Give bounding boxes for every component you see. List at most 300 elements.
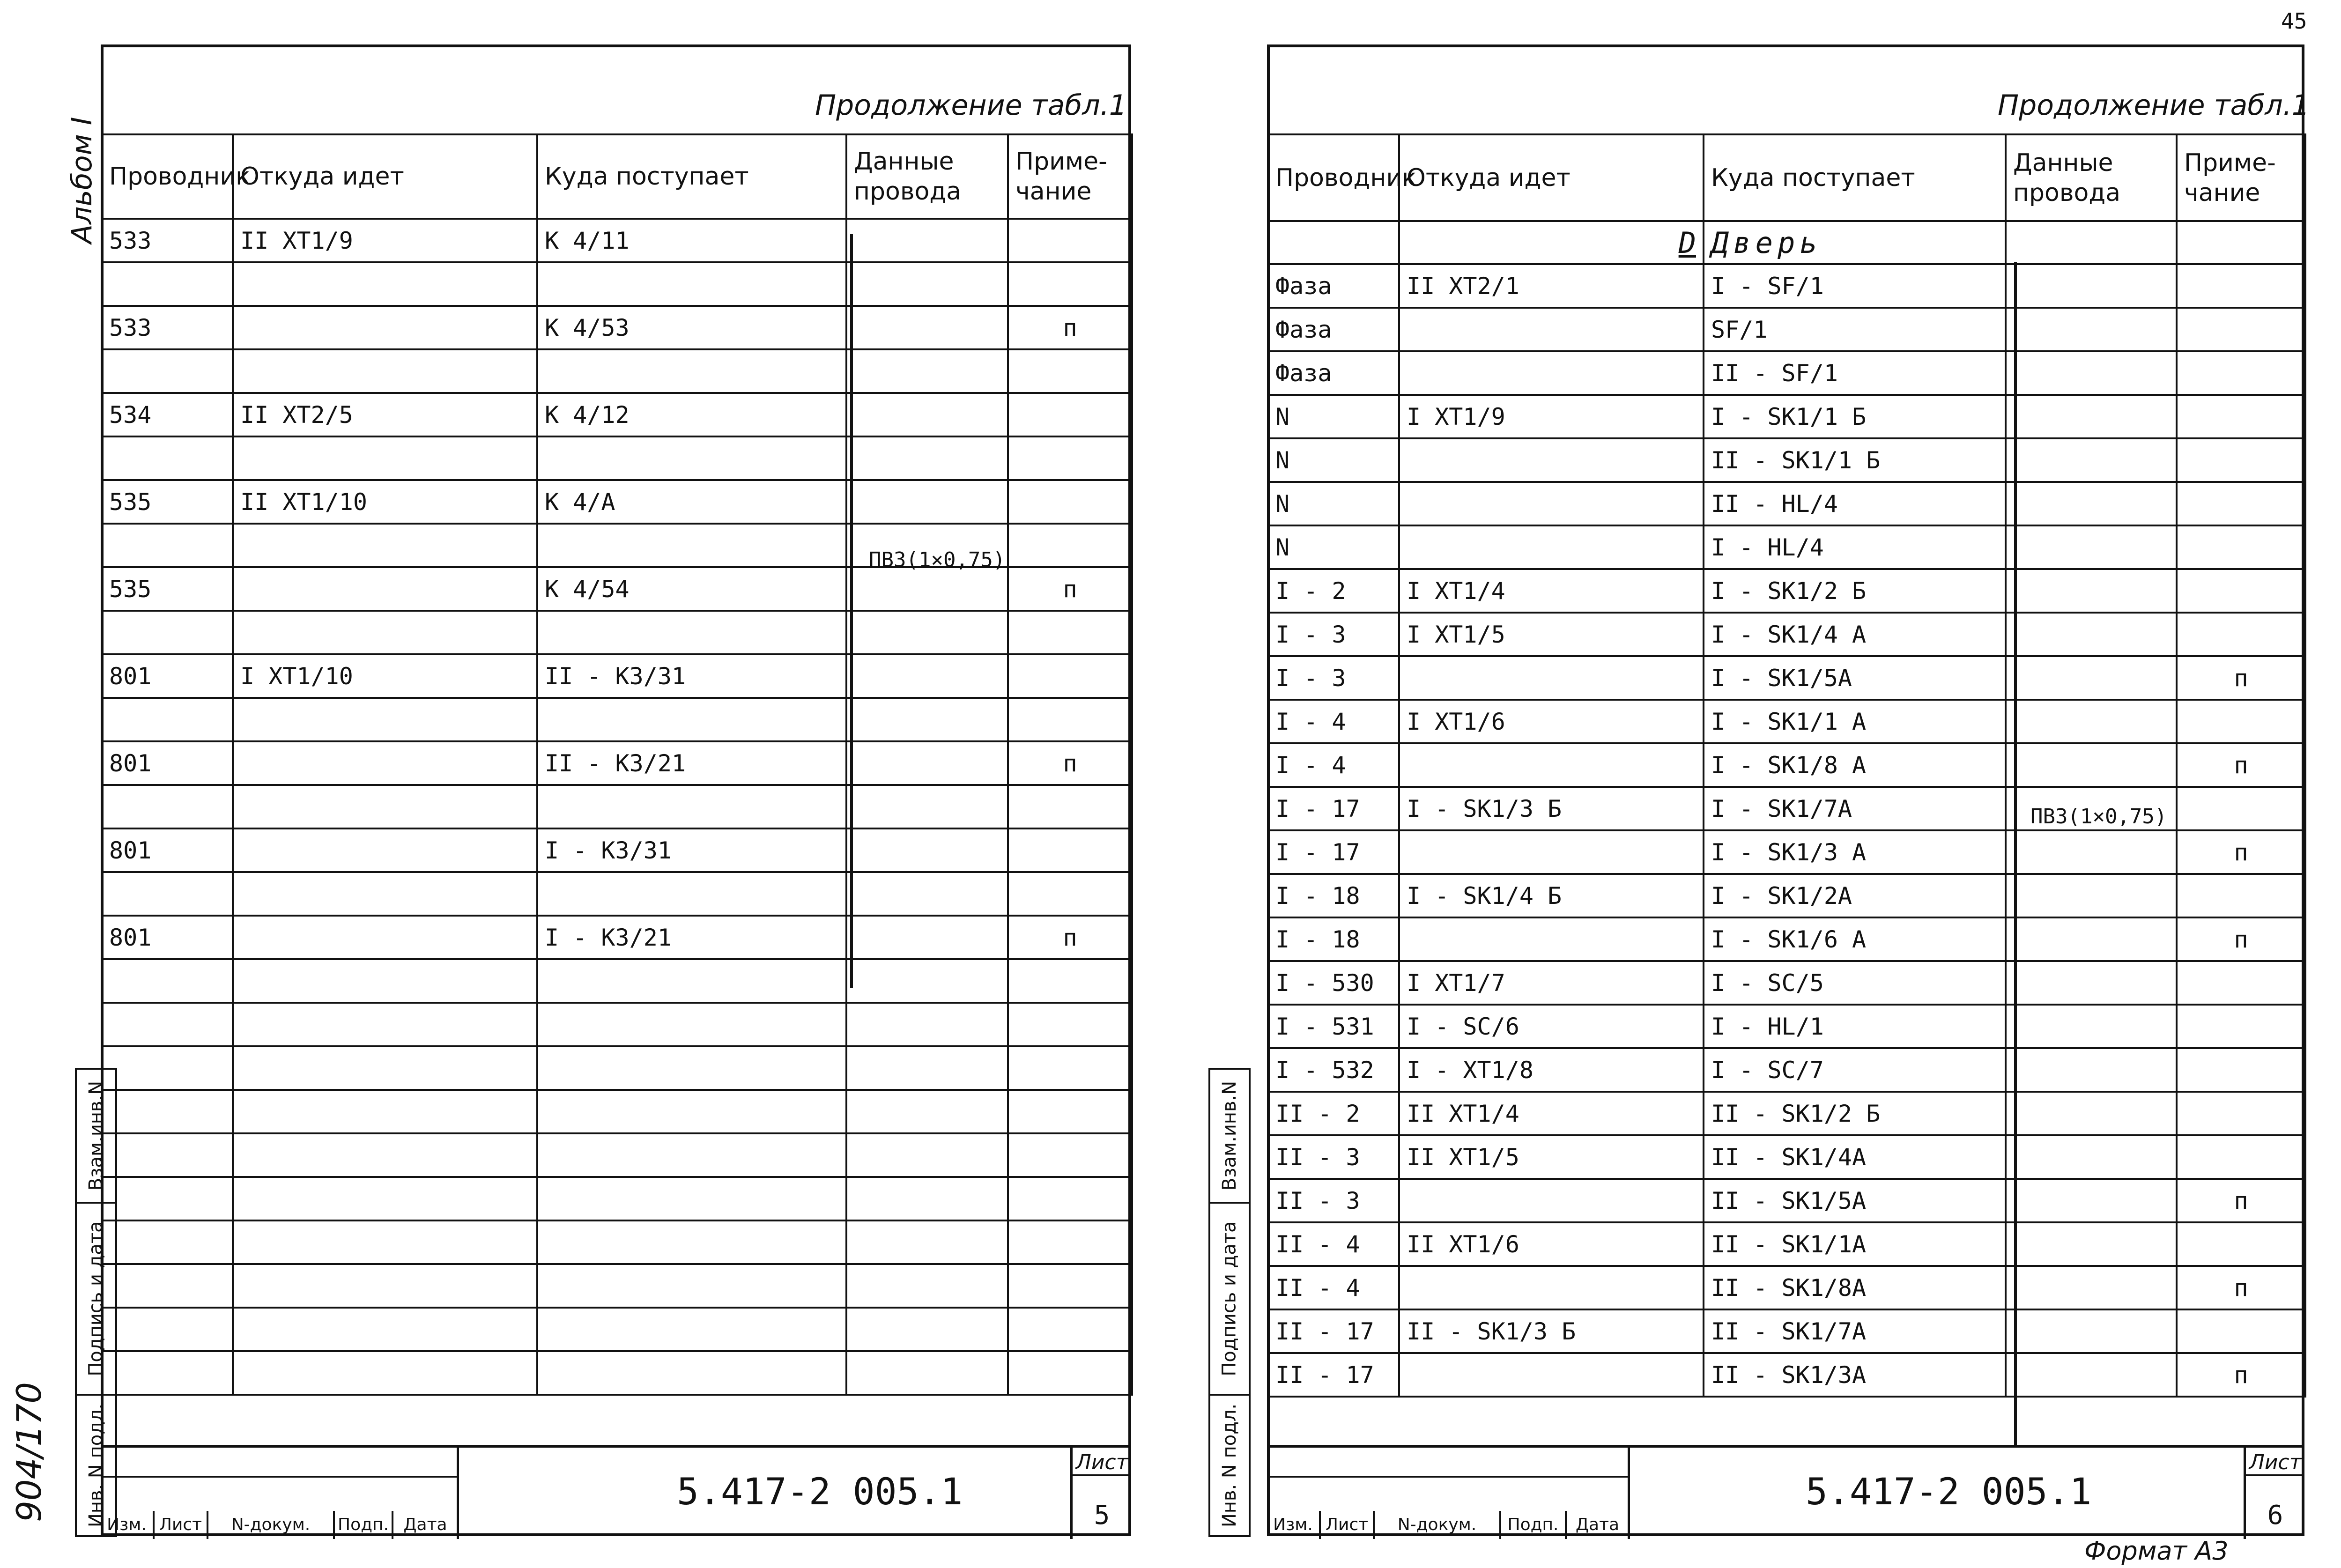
left-title-block	[101, 1445, 1131, 1539]
from-cell: I XT1/4	[1399, 569, 1704, 613]
conductor-cell	[102, 1351, 233, 1395]
wire-data-cell	[2006, 525, 2177, 569]
tb-col-date: Дата	[393, 1511, 459, 1539]
note-cell	[2177, 1309, 2305, 1353]
table-row	[102, 306, 1132, 349]
note-cell	[2177, 613, 2305, 656]
table-row	[1268, 1309, 2305, 1353]
from-cell: II XT2/1	[1399, 264, 1704, 308]
note-cell	[2177, 264, 2305, 308]
conductor-cell: 801	[102, 741, 233, 785]
wire-data-cell	[2006, 613, 2177, 656]
left-doc-code: 5.417-2 005.1	[677, 1471, 963, 1513]
wire-data-cell	[846, 654, 1008, 698]
to-cell: II - HL/4	[1704, 482, 2006, 525]
to-cell	[537, 959, 846, 1003]
conductor-cell: II - 2	[1268, 1092, 1399, 1135]
left-wire-brace	[850, 234, 853, 988]
from-cell	[233, 1264, 537, 1308]
wire-data-cell	[2006, 351, 2177, 395]
right-doc-code: 5.417-2 005.1	[1806, 1471, 2092, 1513]
from-cell	[233, 785, 537, 828]
right-wire-brace	[2014, 262, 2017, 1447]
to-cell: К 4/53	[537, 306, 846, 349]
from-cell: II XT1/4	[1399, 1092, 1704, 1135]
note-cell	[1008, 872, 1132, 916]
col-header-from: Откуда идет	[1399, 134, 1704, 221]
table-row	[102, 872, 1132, 916]
col-header-wire-data: Данные провода	[846, 134, 1008, 219]
to-cell: II - SK1/1 Б	[1704, 438, 2006, 482]
table-row	[1268, 1048, 2305, 1092]
wire-data-cell	[846, 1003, 1008, 1046]
to-cell: II - SK1/4А	[1704, 1135, 2006, 1179]
col-header-to: Куда поступает	[1704, 134, 2006, 221]
wire-data-cell	[2006, 1222, 2177, 1266]
conductor-cell: 801	[102, 916, 233, 959]
table-row	[102, 1308, 1132, 1351]
to-cell: I - SK1/1 Б	[1704, 395, 2006, 438]
table-row	[1268, 264, 2305, 308]
note-cell	[1008, 524, 1132, 567]
to-cell: II - SK1/8А	[1704, 1266, 2006, 1309]
to-cell: I - К3/21	[537, 916, 846, 959]
from-cell: I XT1/6	[1399, 700, 1704, 743]
to-cell: К 4/А	[537, 480, 846, 524]
table-row	[102, 1220, 1132, 1264]
from-cell	[233, 741, 537, 785]
from-cell	[233, 1177, 537, 1220]
note-cell	[2177, 1005, 2305, 1048]
conductor-cell: 535	[102, 480, 233, 524]
to-cell: II - SF/1	[1704, 351, 2006, 395]
conductor-cell	[102, 1133, 233, 1177]
table-row	[1268, 438, 2305, 482]
table-row	[1268, 1005, 2305, 1048]
conductor-cell	[102, 872, 233, 916]
table-row	[1268, 917, 2305, 961]
tb-col-change: Изм.	[1267, 1511, 1321, 1539]
table-row	[102, 1046, 1132, 1090]
table-row	[102, 349, 1132, 393]
table-row	[102, 1003, 1132, 1046]
conductor-cell	[102, 1177, 233, 1220]
note-cell: п	[1008, 306, 1132, 349]
conductor-cell: 801	[102, 654, 233, 698]
note-cell	[2177, 1048, 2305, 1092]
to-cell: К 4/12	[537, 393, 846, 436]
from-cell	[233, 698, 537, 741]
conductor-cell: Фаза	[1268, 264, 1399, 308]
note-cell	[2177, 874, 2305, 917]
conductor-cell: 534	[102, 393, 233, 436]
to-cell: К 4/54	[537, 567, 846, 611]
to-cell: SF/1	[1704, 308, 2006, 351]
to-cell: II - SK1/5А	[1704, 1179, 2006, 1222]
to-cell: II - SK1/7А	[1704, 1309, 2006, 1353]
table-row	[1268, 1092, 2305, 1135]
note-cell: п	[2177, 1266, 2305, 1309]
side-stamp-signature-date: Подпись и дата	[1208, 1202, 1251, 1396]
from-cell	[1399, 743, 1704, 787]
note-cell	[2177, 482, 2305, 525]
from-cell	[233, 959, 537, 1003]
table-row	[1268, 525, 2305, 569]
album-label: Альбом I	[66, 117, 98, 244]
note-cell	[1008, 1090, 1132, 1133]
to-cell: I - SF/1	[1704, 264, 2006, 308]
from-cell	[1399, 1353, 1704, 1397]
to-cell	[537, 1351, 846, 1395]
from-cell: I - SC/6	[1399, 1005, 1704, 1048]
wire-data-cell	[2006, 961, 2177, 1005]
to-cell: I - SK1/5А	[1704, 656, 2006, 700]
col-header-from: Откуда идет	[233, 134, 537, 219]
to-cell: I - HL/4	[1704, 525, 2006, 569]
table-row	[102, 741, 1132, 785]
right-sheet-box: Лист 6	[2244, 1448, 2304, 1539]
wire-data-cell	[2006, 1005, 2177, 1048]
side-stamp-original-inv: Инв. N подл.	[75, 1394, 117, 1537]
from-cell: II XT2/5	[233, 393, 537, 436]
from-cell	[1399, 438, 1704, 482]
col-header-to: Куда поступает	[537, 134, 846, 219]
right-continuation-title: Продолжение табл.1	[1998, 89, 2310, 122]
from-cell: I XT1/7	[1399, 961, 1704, 1005]
from-cell	[1399, 308, 1704, 351]
to-cell: I - SK1/3 А	[1704, 830, 2006, 874]
conductor-cell	[102, 1220, 233, 1264]
conductor-cell	[102, 611, 233, 654]
to-cell: I - SC/5	[1704, 961, 2006, 1005]
from-cell	[1399, 1266, 1704, 1309]
wire-data-cell	[2006, 656, 2177, 700]
from-cell	[233, 1351, 537, 1395]
from-cell	[233, 262, 537, 306]
wire-data-cell	[2006, 1048, 2177, 1092]
conductor-cell	[102, 1003, 233, 1046]
table-row	[102, 567, 1132, 611]
conductor-cell	[102, 1264, 233, 1308]
conductor-cell	[102, 1090, 233, 1133]
note-cell	[1008, 1003, 1132, 1046]
wire-data-cell	[846, 567, 1008, 611]
conductor-cell: N	[1268, 525, 1399, 569]
note-cell	[1008, 785, 1132, 828]
note-cell	[1008, 959, 1132, 1003]
table-row	[1268, 1179, 2305, 1222]
to-cell: I - SK1/4 А	[1704, 613, 2006, 656]
from-cell	[233, 1133, 537, 1177]
wire-data-cell	[846, 1090, 1008, 1133]
right-title-block	[1267, 1445, 2304, 1539]
tb-col-sheet: Лист	[1321, 1511, 1375, 1539]
conductor-cell: 801	[102, 828, 233, 872]
right-wire-table	[1267, 133, 2306, 1398]
to-cell: II - К3/31	[537, 654, 846, 698]
wire-data-cell	[846, 611, 1008, 654]
right-wire-data: ПВЗ(1×0,75)	[2030, 805, 2167, 828]
col-header-conductor: Проводник	[102, 134, 233, 219]
note-cell	[1008, 436, 1132, 480]
note-cell	[1008, 828, 1132, 872]
note-cell	[1008, 349, 1132, 393]
wire-data-cell	[846, 1220, 1008, 1264]
wire-data-cell	[2006, 1179, 2177, 1222]
from-cell	[233, 872, 537, 916]
conductor-cell: 535	[102, 567, 233, 611]
table-row	[102, 654, 1132, 698]
to-cell	[537, 1308, 846, 1351]
table-row	[102, 480, 1132, 524]
table-row	[1268, 961, 2305, 1005]
wire-data-cell	[2006, 743, 2177, 787]
from-cell: I - SK1/3 Б	[1399, 787, 1704, 830]
table-row	[1268, 482, 2305, 525]
from-cell	[233, 349, 537, 393]
wire-data-cell	[2006, 1353, 2177, 1397]
side-stamp-original-inv: Инв. N подл.	[1208, 1394, 1251, 1537]
to-cell	[537, 1220, 846, 1264]
from-cell	[233, 306, 537, 349]
note-cell	[2177, 787, 2305, 830]
table-row	[1268, 569, 2305, 613]
left-sheet-number: 5	[1094, 1500, 1110, 1531]
table-row	[1268, 613, 2305, 656]
col-header-note: Приме-чание	[2177, 134, 2305, 221]
conductor-cell: I - 3	[1268, 656, 1399, 700]
to-cell	[537, 436, 846, 480]
table-row	[1268, 395, 2305, 438]
conductor-cell: 533	[102, 219, 233, 262]
section-title-letter: D	[1399, 221, 1704, 264]
from-cell	[1399, 656, 1704, 700]
conductor-cell: I - 2	[1268, 569, 1399, 613]
wire-data-cell	[2006, 830, 2177, 874]
conductor-cell	[102, 1046, 233, 1090]
from-cell: I - XT1/8	[1399, 1048, 1704, 1092]
to-cell	[537, 262, 846, 306]
from-cell: II XT1/10	[233, 480, 537, 524]
format-label: Формат А3	[2084, 1536, 2229, 1566]
from-cell	[233, 1090, 537, 1133]
conductor-cell: I - 17	[1268, 787, 1399, 830]
to-cell: I - SK1/2 Б	[1704, 569, 2006, 613]
conductor-cell: I - 532	[1268, 1048, 1399, 1092]
conductor-cell	[102, 524, 233, 567]
conductor-cell: 533	[102, 306, 233, 349]
wire-data-cell	[846, 262, 1008, 306]
table-row	[1268, 874, 2305, 917]
table-row	[102, 1177, 1132, 1220]
tb-col-date: Дата	[1567, 1511, 1630, 1539]
note-cell: п	[2177, 917, 2305, 961]
table-row	[1268, 1266, 2305, 1309]
table-row	[1268, 1222, 2305, 1266]
tb-col-sheet: Лист	[155, 1511, 208, 1539]
from-cell	[233, 828, 537, 872]
note-cell	[2177, 525, 2305, 569]
wire-data-cell	[2006, 482, 2177, 525]
from-cell	[1399, 525, 1704, 569]
from-cell	[233, 916, 537, 959]
to-cell	[537, 1177, 846, 1220]
to-cell: I - SC/7	[1704, 1048, 2006, 1092]
table-row	[1268, 1353, 2305, 1397]
wire-data-cell	[2006, 1266, 2177, 1309]
table-row	[1268, 308, 2305, 351]
note-cell: п	[2177, 743, 2305, 787]
conductor-cell: II - 3	[1268, 1135, 1399, 1179]
table-row	[102, 1351, 1132, 1395]
from-cell: I XT1/9	[1399, 395, 1704, 438]
note-cell: п	[2177, 1179, 2305, 1222]
note-cell	[1008, 262, 1132, 306]
from-cell	[233, 1003, 537, 1046]
wire-data-cell	[846, 480, 1008, 524]
conductor-cell: I - 18	[1268, 917, 1399, 961]
from-cell	[1399, 351, 1704, 395]
table-row	[1268, 351, 2305, 395]
note-cell	[2177, 351, 2305, 395]
from-cell	[233, 524, 537, 567]
note-cell	[1008, 480, 1132, 524]
wire-data-cell	[2006, 700, 2177, 743]
side-stamp-signature-date: Подпись и дата	[75, 1202, 117, 1396]
wire-data-cell	[846, 872, 1008, 916]
conductor-cell: I - 18	[1268, 874, 1399, 917]
table-row	[102, 916, 1132, 959]
note-cell	[1008, 1264, 1132, 1308]
table-row	[102, 959, 1132, 1003]
to-cell	[537, 698, 846, 741]
to-cell	[537, 785, 846, 828]
col-header-note: Приме-чание	[1008, 134, 1132, 219]
note-cell	[1008, 393, 1132, 436]
conductor-cell: II - 4	[1268, 1266, 1399, 1309]
note-cell	[1008, 654, 1132, 698]
table-row	[102, 393, 1132, 436]
from-cell	[233, 436, 537, 480]
note-cell	[1008, 1308, 1132, 1351]
wire-data-cell	[2006, 1092, 2177, 1135]
conductor-cell	[102, 262, 233, 306]
conductor-cell: I - 531	[1268, 1005, 1399, 1048]
conductor-cell	[102, 785, 233, 828]
to-cell	[537, 524, 846, 567]
note-cell	[1008, 1046, 1132, 1090]
col-header-conductor: Проводник	[1268, 134, 1399, 221]
to-cell: I - SK1/6 А	[1704, 917, 2006, 961]
wire-data-cell	[2006, 438, 2177, 482]
to-cell	[537, 611, 846, 654]
from-cell	[1399, 917, 1704, 961]
side-stamp-replace-inv: Взам.инв.N	[75, 1068, 117, 1204]
to-cell: I - SK1/1 А	[1704, 700, 2006, 743]
to-cell: II - К3/21	[537, 741, 846, 785]
wire-data-cell	[846, 741, 1008, 785]
from-cell	[233, 1220, 537, 1264]
conductor-cell	[102, 349, 233, 393]
from-cell	[233, 611, 537, 654]
tb-col-change: Изм.	[101, 1511, 155, 1539]
table-row	[102, 698, 1132, 741]
wire-data-cell	[2006, 395, 2177, 438]
conductor-cell: I - 4	[1268, 700, 1399, 743]
table-row	[102, 436, 1132, 480]
to-cell: II - SK1/3А	[1704, 1353, 2006, 1397]
tb-col-sign: Подп.	[1501, 1511, 1567, 1539]
from-cell: II XT1/9	[233, 219, 537, 262]
conductor-cell: II - 17	[1268, 1353, 1399, 1397]
wire-data-cell	[2006, 1309, 2177, 1353]
conductor-cell	[102, 1308, 233, 1351]
tb-col-sign: Подп.	[335, 1511, 393, 1539]
to-cell: I - SK1/7А	[1704, 787, 2006, 830]
to-cell	[537, 1046, 846, 1090]
wire-data-cell	[2006, 917, 2177, 961]
note-cell: п	[1008, 567, 1132, 611]
conductor-cell: N	[1268, 438, 1399, 482]
to-cell	[537, 1003, 846, 1046]
inventory-number: 904/170	[9, 1382, 49, 1522]
table-row	[102, 262, 1132, 306]
wire-data-cell	[846, 1046, 1008, 1090]
table-row	[102, 785, 1132, 828]
conductor-cell: II - 17	[1268, 1309, 1399, 1353]
table-row	[102, 219, 1132, 262]
left-wire-table	[101, 133, 1133, 1396]
note-cell	[2177, 1222, 2305, 1266]
to-cell: II - SK1/1А	[1704, 1222, 2006, 1266]
conductor-cell: N	[1268, 482, 1399, 525]
note-cell	[1008, 1351, 1132, 1395]
note-cell: п	[2177, 1353, 2305, 1397]
to-cell: I - HL/1	[1704, 1005, 2006, 1048]
to-cell	[537, 872, 846, 916]
note-cell	[1008, 1220, 1132, 1264]
note-cell	[1008, 698, 1132, 741]
note-cell	[2177, 438, 2305, 482]
col-header-wire-data: Данные провода	[2006, 134, 2177, 221]
conductor-cell: II - 4	[1268, 1222, 1399, 1266]
table-row	[1268, 700, 2305, 743]
note-cell: п	[2177, 830, 2305, 874]
tb-col-docnum: N-докум.	[1375, 1511, 1501, 1539]
conductor-cell	[102, 436, 233, 480]
note-cell	[1008, 611, 1132, 654]
to-cell: I - SK1/2А	[1704, 874, 2006, 917]
conductor-cell: N	[1268, 395, 1399, 438]
wire-data-cell	[846, 1308, 1008, 1351]
wire-data-cell	[2006, 308, 2177, 351]
from-cell: I - SK1/4 Б	[1399, 874, 1704, 917]
note-cell	[1008, 1177, 1132, 1220]
to-cell: I - SK1/8 А	[1704, 743, 2006, 787]
note-cell	[1008, 1133, 1132, 1177]
wire-data-cell	[846, 1264, 1008, 1308]
wire-data-cell	[846, 393, 1008, 436]
wire-data-cell	[846, 828, 1008, 872]
table-row	[102, 1133, 1132, 1177]
from-cell: I XT1/5	[1399, 613, 1704, 656]
conductor-cell	[102, 698, 233, 741]
from-cell	[233, 567, 537, 611]
to-cell: К 4/11	[537, 219, 846, 262]
from-cell	[233, 1046, 537, 1090]
wire-data-cell	[846, 1133, 1008, 1177]
wire-data-cell	[846, 1177, 1008, 1220]
